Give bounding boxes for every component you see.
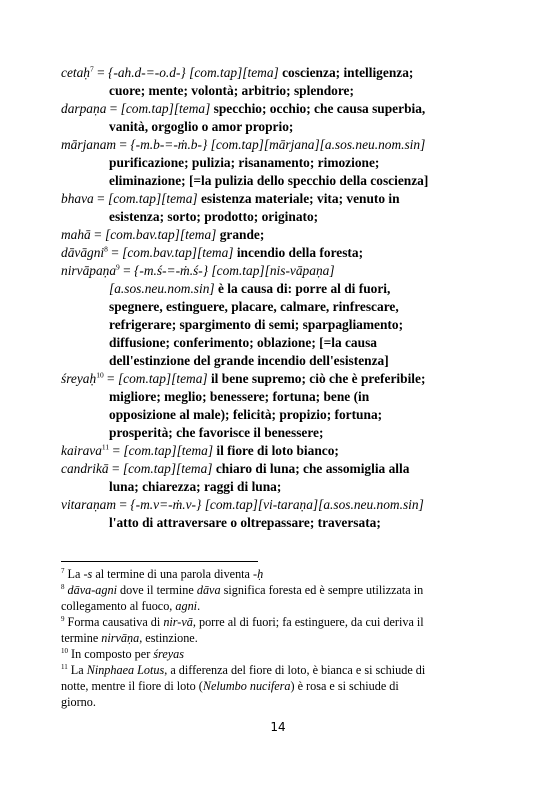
entry-definition-line: purificazione; pulizia; risanamento; rimozione; <box>109 155 380 170</box>
entry-definition: chiaro di luna; che assomiglia alla <box>212 461 410 476</box>
footnote-term: śreyas <box>153 647 184 661</box>
entry-definition: è la causa di: porre al di fuori, <box>214 281 391 296</box>
equals-sign: = <box>93 191 108 206</box>
glossary-entry <box>61 226 501 244</box>
footnote-term: dāva-agni <box>67 583 117 597</box>
entry-grammar: [com.tap][tema] <box>117 371 208 386</box>
entry-grammar: [com.bav.tap][tema] <box>122 245 234 260</box>
footnote-term: -s <box>83 567 93 581</box>
entry-definition-line: diffusione; conferimento; oblazione; [=la causa <box>109 335 377 350</box>
footnote-text: La <box>67 663 87 677</box>
entry-grammar: {-ah.d-=-o.d-} [com.tap][tema] <box>108 65 279 80</box>
entry-term: śreyaḥ <box>61 371 97 386</box>
footnote-text: Forma causativa di <box>64 615 164 629</box>
entry-definition: incendio della foresta; <box>233 245 364 260</box>
entry-term: vitaraṇam <box>61 497 117 512</box>
equals-sign: = <box>116 137 131 152</box>
glossary-entry <box>61 370 501 442</box>
entry-term: mahā <box>61 227 91 242</box>
footnote-ref[interactable]: 7 <box>90 64 94 74</box>
entry-grammar: [com.bav.tap][tema] <box>105 227 217 242</box>
footnote-term: dāva <box>196 583 221 597</box>
entry-definition-line: luna; chiarezza; raggi di luna; <box>109 479 282 494</box>
footnote-text: notte, mentre il fiore di loto ( <box>61 679 203 693</box>
footnote-term: nir-vā <box>163 615 193 629</box>
entry-term: candrikā <box>61 461 109 476</box>
footnote-number: 7 <box>61 566 65 575</box>
footnote-ref[interactable]: 10 <box>96 370 104 380</box>
glossary-entry <box>61 64 501 100</box>
glossary-entry <box>61 100 501 136</box>
entry-definition-line: opposizione al male); felicità; propizio; fortuna; <box>109 407 383 422</box>
footnote-ref[interactable]: 9 <box>116 262 120 272</box>
footnote-text: al termine di una parola diventa <box>92 567 254 581</box>
entry-term: bhava <box>61 191 94 206</box>
footnote-term: -ḥ <box>253 567 264 581</box>
footnote-term: Nelumbo nucifera <box>202 679 291 693</box>
entry-definition-line: cuore; mente; volontà; arbitrio; splendore; <box>109 83 354 98</box>
glossary-entry <box>61 136 501 190</box>
footnote-number: 9 <box>61 614 65 623</box>
footnote-text: collegamento al fuoco, <box>61 599 176 613</box>
footnote-text: , porre al di fuori; fa estinguere, da cui deriva il <box>192 615 424 629</box>
entry-definition-line: spegnere, estinguere, placare, calmare, rinfrescare, <box>109 299 399 314</box>
footnote <box>61 566 501 582</box>
glossary-entry <box>61 496 501 532</box>
entry-grammar: [com.tap][tema] <box>120 101 211 116</box>
entry-definition: esistenza materiale; vita; venuto in <box>197 191 400 206</box>
glossary-entry <box>61 262 501 370</box>
footnote-ref[interactable]: 8 <box>104 244 108 254</box>
footnote <box>61 662 501 710</box>
entry-grammar: [com.tap][tema] <box>123 443 214 458</box>
footnote <box>61 614 501 646</box>
page-number: 14 <box>270 720 286 734</box>
entry-term: mārjanam <box>61 137 117 152</box>
glossary-entry <box>61 442 501 460</box>
glossary-entry <box>61 460 501 496</box>
footnote-text: . <box>197 599 201 613</box>
footnote-text: termine <box>61 631 102 645</box>
footnote <box>61 646 501 662</box>
footnotes <box>61 566 501 710</box>
equals-sign: = <box>108 461 123 476</box>
glossary-entries <box>61 64 501 532</box>
equals-sign: = <box>116 497 131 512</box>
footnote-term: Ninphaea Lotus <box>86 663 165 677</box>
entry-grammar: {-m.v=-ṁ.v-} [com.tap][vi-taraṇa][a.sos.neu.nom.sin] <box>130 497 424 512</box>
entry-definition-line: refrigerare; spargimento di semi; sparpagliamento; <box>109 317 404 332</box>
glossary-entry <box>61 190 501 226</box>
footnote-ref[interactable]: 11 <box>101 442 110 452</box>
equals-sign: = <box>119 263 135 278</box>
entry-grammar: [com.tap][tema] <box>122 461 213 476</box>
entry-definition: il fiore di loto bianco; <box>213 443 339 458</box>
entry-definition-line: eliminazione; [=la pulizia dello specchio della coscienza] <box>109 173 429 188</box>
equals-sign: = <box>106 101 121 116</box>
footnote-text: giorno. <box>61 695 96 709</box>
footnote <box>61 582 501 614</box>
entry-definition-line: prosperità; che favorisce il benessere; <box>109 425 324 440</box>
footnote-text: , a differenza del fiore di loto, è bianca e si schiude di <box>164 663 426 677</box>
entry-definition-line: dell'estinzione del grande incendio dell'esistenza] <box>109 353 389 368</box>
footnote-number: 11 <box>61 662 68 671</box>
equals-sign: = <box>90 227 106 242</box>
footnote-number: 10 <box>61 646 68 655</box>
entry-term: dāvāgni <box>61 245 105 260</box>
entry-definition-line: l'atto di attraversare o oltrepassare; traversata; <box>109 515 381 530</box>
entry-term: nirvāpaṇa <box>61 263 117 278</box>
footnote-text: significa foresta ed è sempre utilizzata in <box>220 583 424 597</box>
footnote-text: ) è rosa e si schiude di <box>290 679 399 693</box>
entry-grammar: {-m.ś-=-ṁ.ś-} [com.tap][nis-vāpaṇa] <box>134 263 335 278</box>
footnote-term: nirvāṇa <box>101 631 140 645</box>
equals-sign: = <box>93 65 108 80</box>
equals-sign: = <box>107 245 123 260</box>
entry-grammar: [com.tap][tema] <box>107 191 198 206</box>
entry-grammar: {-m.b-=-ṁ.b-} [com.tap][mārjana][a.sos.neu.nom.sin] <box>130 137 426 152</box>
entry-definition-line: esistenza; sorto; prodotto; originato; <box>109 209 319 224</box>
footnote-number: 8 <box>61 582 65 591</box>
entry-grammar: [a.sos.neu.nom.sin] <box>109 281 215 296</box>
footnote-text: In composto per <box>68 647 154 661</box>
entry-definition: grande; <box>216 227 265 242</box>
entry-term: darpaṇa <box>61 101 107 116</box>
entry-definition-line: migliore; meglio; benessere; fortuna; bene (in <box>109 389 370 404</box>
entry-definition: il bene supremo; ciò che è preferibile; <box>207 371 426 386</box>
footnote-term: agni <box>175 599 198 613</box>
entry-definition: specchio; occhio; che causa superbia, <box>210 101 426 116</box>
footnote-text: dove il termine <box>116 583 197 597</box>
entry-definition-line: vanità, orgoglio o amor proprio; <box>109 119 294 134</box>
entry-term: cetaḥ <box>61 65 90 80</box>
equals-sign: = <box>103 371 118 386</box>
equals-sign: = <box>109 443 124 458</box>
footnote-separator <box>61 561 258 562</box>
footnote-text: La <box>64 567 84 581</box>
entry-definition: coscienza; intelligenza; <box>278 65 414 80</box>
footnote-text: , estinzione. <box>139 631 198 645</box>
entry-term: kairava <box>61 443 102 458</box>
glossary-entry <box>61 244 501 262</box>
